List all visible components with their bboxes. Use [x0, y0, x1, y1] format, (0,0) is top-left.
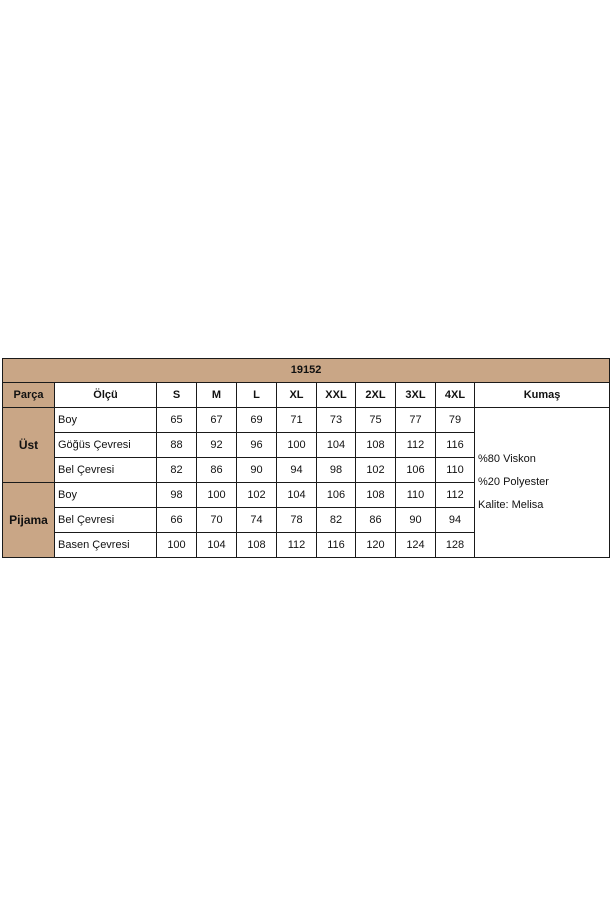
header-measure: Ölçü — [55, 383, 157, 408]
value-cell: 88 — [157, 433, 197, 458]
value-cell: 70 — [197, 508, 237, 533]
value-cell: 96 — [237, 433, 277, 458]
value-cell: 100 — [157, 533, 197, 558]
value-cell: 128 — [436, 533, 475, 558]
measure-label: Bel Çevresi — [55, 458, 157, 483]
value-cell: 112 — [436, 483, 475, 508]
value-cell: 90 — [237, 458, 277, 483]
value-cell: 74 — [237, 508, 277, 533]
header-size: S — [157, 383, 197, 408]
value-cell: 77 — [396, 408, 436, 433]
value-cell: 112 — [277, 533, 317, 558]
value-cell: 98 — [317, 458, 356, 483]
header-size: 2XL — [356, 383, 396, 408]
value-cell: 100 — [197, 483, 237, 508]
value-cell: 92 — [197, 433, 237, 458]
value-cell: 90 — [396, 508, 436, 533]
value-cell: 86 — [356, 508, 396, 533]
measure-label: Bel Çevresi — [55, 508, 157, 533]
measure-label: Boy — [55, 483, 157, 508]
size-chart-table — [2, 358, 610, 558]
header-fabric: Kumaş — [475, 383, 610, 408]
value-cell: 108 — [237, 533, 277, 558]
header-size: L — [237, 383, 277, 408]
value-cell: 69 — [237, 408, 277, 433]
value-cell: 102 — [237, 483, 277, 508]
value-cell: 116 — [436, 433, 475, 458]
header-size: 4XL — [436, 383, 475, 408]
header-size: 3XL — [396, 383, 436, 408]
group-label-ust: Üst — [3, 408, 55, 483]
header-size: XL — [277, 383, 317, 408]
header-size: M — [197, 383, 237, 408]
value-cell: 94 — [277, 458, 317, 483]
value-cell: 104 — [277, 483, 317, 508]
value-cell: 104 — [197, 533, 237, 558]
value-cell: 94 — [436, 508, 475, 533]
measure-label: Basen Çevresi — [55, 533, 157, 558]
fabric-line: %80 Viskon — [478, 453, 536, 465]
value-cell: 108 — [356, 433, 396, 458]
value-cell: 75 — [356, 408, 396, 433]
value-cell: 86 — [197, 458, 237, 483]
fabric-line: Kalite: Melisa — [478, 499, 544, 511]
value-cell: 124 — [396, 533, 436, 558]
value-cell: 112 — [396, 433, 436, 458]
value-cell: 67 — [197, 408, 237, 433]
value-cell: 104 — [317, 433, 356, 458]
value-cell: 82 — [317, 508, 356, 533]
value-cell: 79 — [436, 408, 475, 433]
value-cell: 102 — [356, 458, 396, 483]
value-cell: 98 — [157, 483, 197, 508]
value-cell: 108 — [356, 483, 396, 508]
value-cell: 120 — [356, 533, 396, 558]
value-cell: 71 — [277, 408, 317, 433]
header-size: XXL — [317, 383, 356, 408]
table-row — [3, 408, 610, 433]
value-cell: 65 — [157, 408, 197, 433]
value-cell: 82 — [157, 458, 197, 483]
value-cell: 78 — [277, 508, 317, 533]
group-label-pijama: Pijama — [3, 483, 55, 558]
title-row — [3, 359, 610, 383]
value-cell: 106 — [317, 483, 356, 508]
header-row — [3, 383, 610, 408]
value-cell: 106 — [396, 458, 436, 483]
fabric-info — [475, 408, 610, 558]
value-cell: 110 — [396, 483, 436, 508]
header-part: Parça — [3, 383, 55, 408]
table-title: 19152 — [3, 359, 610, 383]
value-cell: 116 — [317, 533, 356, 558]
value-cell: 66 — [157, 508, 197, 533]
value-cell: 100 — [277, 433, 317, 458]
measure-label: Göğüs Çevresi — [55, 433, 157, 458]
measure-label: Boy — [55, 408, 157, 433]
fabric-line: %20 Polyester — [478, 476, 549, 488]
value-cell: 110 — [436, 458, 475, 483]
value-cell: 73 — [317, 408, 356, 433]
